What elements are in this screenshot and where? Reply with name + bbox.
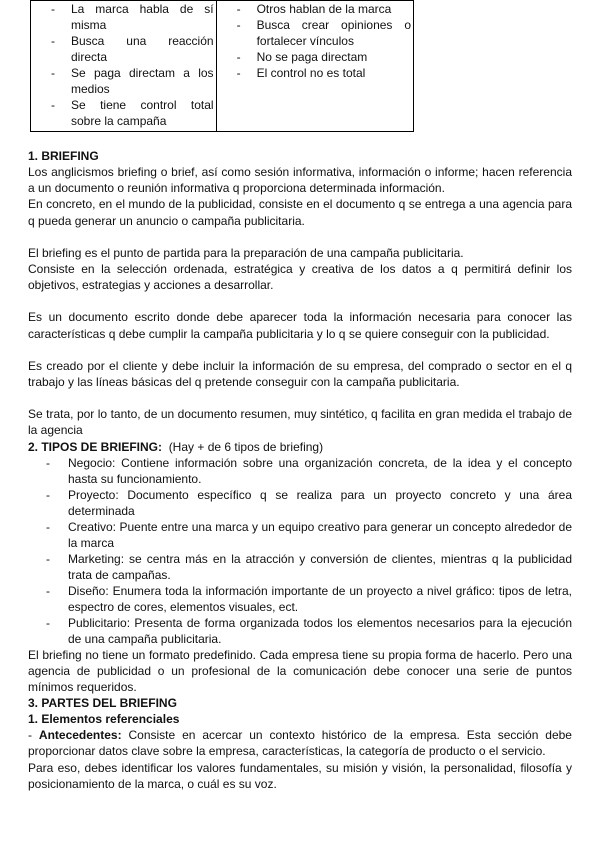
list-item: - Busca una reacción directa bbox=[33, 33, 214, 65]
list-item: - Creativo: Puente entre una marca y un equipo creativo para generar un concepto alrededor de la marca bbox=[28, 519, 572, 551]
paragraph: Se trata, por lo tanto, de un documento resumen, muy sintético, q facilita en gran medida el trabajo de la agencia bbox=[28, 407, 572, 438]
section-heading bbox=[28, 439, 572, 455]
section-tipos bbox=[28, 439, 572, 696]
section-heading: 3. PARTES DEL BRIEFING bbox=[28, 696, 177, 711]
list-item: - Otros hablan de la marca bbox=[219, 1, 411, 17]
document-page bbox=[28, 0, 572, 792]
dash: - bbox=[28, 728, 39, 743]
section-briefing bbox=[28, 148, 572, 439]
list-item: - El control no es total bbox=[219, 65, 411, 81]
list-item: - Busca crear opiniones o fortalecer vínculos bbox=[219, 17, 411, 49]
section-heading: 1. BRIEFING bbox=[28, 149, 99, 163]
list-item: - Publicitario: Presenta de forma organizada todos los elementos necesarios para la ejecución de una campaña publicitaria. bbox=[28, 615, 572, 647]
list-item: - Marketing: se centra más en la atracción y conversión de clientes, mientras q la publicidad trata de campañas. bbox=[28, 551, 572, 583]
paragraph-text: Consiste en acercar un contexto histórico de la empresa. Esta sección debe proporcionar datos clave sobre la empresa, características, la categoría de producto o el servicio. bbox=[28, 728, 572, 759]
table-left-cell bbox=[31, 1, 217, 132]
heading-note: (Hay + de 6 tipos de briefing) bbox=[168, 439, 324, 454]
comparison-table bbox=[30, 0, 414, 132]
list-item: - Diseño: Enumera toda la información importante de un proyecto a nivel gráfico: tipos de letra, espectro de cores, elementos visuales, ect. bbox=[28, 583, 572, 615]
list-item: - Se paga directam a los medios bbox=[33, 65, 214, 97]
list-item: - Proyecto: Documento específico q se realiza para un proyecto concreto y una área determinada bbox=[28, 487, 572, 519]
left-list bbox=[33, 1, 214, 129]
types-list bbox=[28, 455, 572, 647]
subsection-heading: 1. Elementos referenciales bbox=[28, 712, 180, 727]
list-item: - Se tiene control total sobre la campaña bbox=[33, 97, 214, 129]
paragraph: Los anglicismos briefing o brief, así como sesión informativa, información o informe; hacen referencia a un documento o reunión informativa q proporciona determinada información. bbox=[28, 165, 572, 196]
paragraph: El briefing no tiene un formato predefinido. Cada empresa tiene su propia forma de hacerlo. Pero una agencia de publicidad o un profesional de la comunicación debe conocer una serie de puntos mínimos requeridos. bbox=[28, 647, 572, 695]
list-item: - Negocio: Contiene información sobre una organización concreta, de la idea y el concepto hasta su funcionamiento. bbox=[28, 455, 572, 487]
section-partes bbox=[28, 695, 572, 792]
paragraph: En concreto, en el mundo de la publicidad, consiste en el documento q se entrega a una agencia para q pueda generar un anuncio o campaña publicitaria. bbox=[28, 197, 572, 228]
term-antecedentes: Antecedentes: bbox=[38, 728, 122, 743]
paragraph: Es creado por el cliente y debe incluir la información de su empresa, del comprado o sector en el q trabajo y las líneas básicas del q pretende conseguir con la campaña publicitaria. bbox=[28, 358, 572, 390]
right-list bbox=[219, 1, 411, 81]
list-item: - La marca habla de sí misma bbox=[33, 1, 214, 33]
paragraph: El briefing es el punto de partida para la preparación de una campaña publicitaria. bbox=[28, 245, 464, 260]
paragraph bbox=[28, 727, 572, 759]
heading-text: 2. TIPOS DE BRIEFING: bbox=[28, 439, 163, 454]
table-right-cell bbox=[216, 1, 413, 132]
paragraph: Para eso, debes identificar los valores fundamentales, su misión y visión, la personalidad, filosofía y posicionamiento de la marca, o cuál es su voz. bbox=[28, 760, 572, 791]
paragraph: Es un documento escrito donde debe aparecer toda la información necesaria para conocer las características q debe cumplir la campaña publicitaria y lo q se quiere conseguir con la publicidad. bbox=[28, 310, 572, 341]
paragraph: Consiste en la selección ordenada, estratégica y creativa de los datos a q permitirá definir los objetivos, estrategias y acciones a desarrollar. bbox=[28, 262, 572, 293]
list-item: - No se paga directam bbox=[219, 49, 411, 65]
